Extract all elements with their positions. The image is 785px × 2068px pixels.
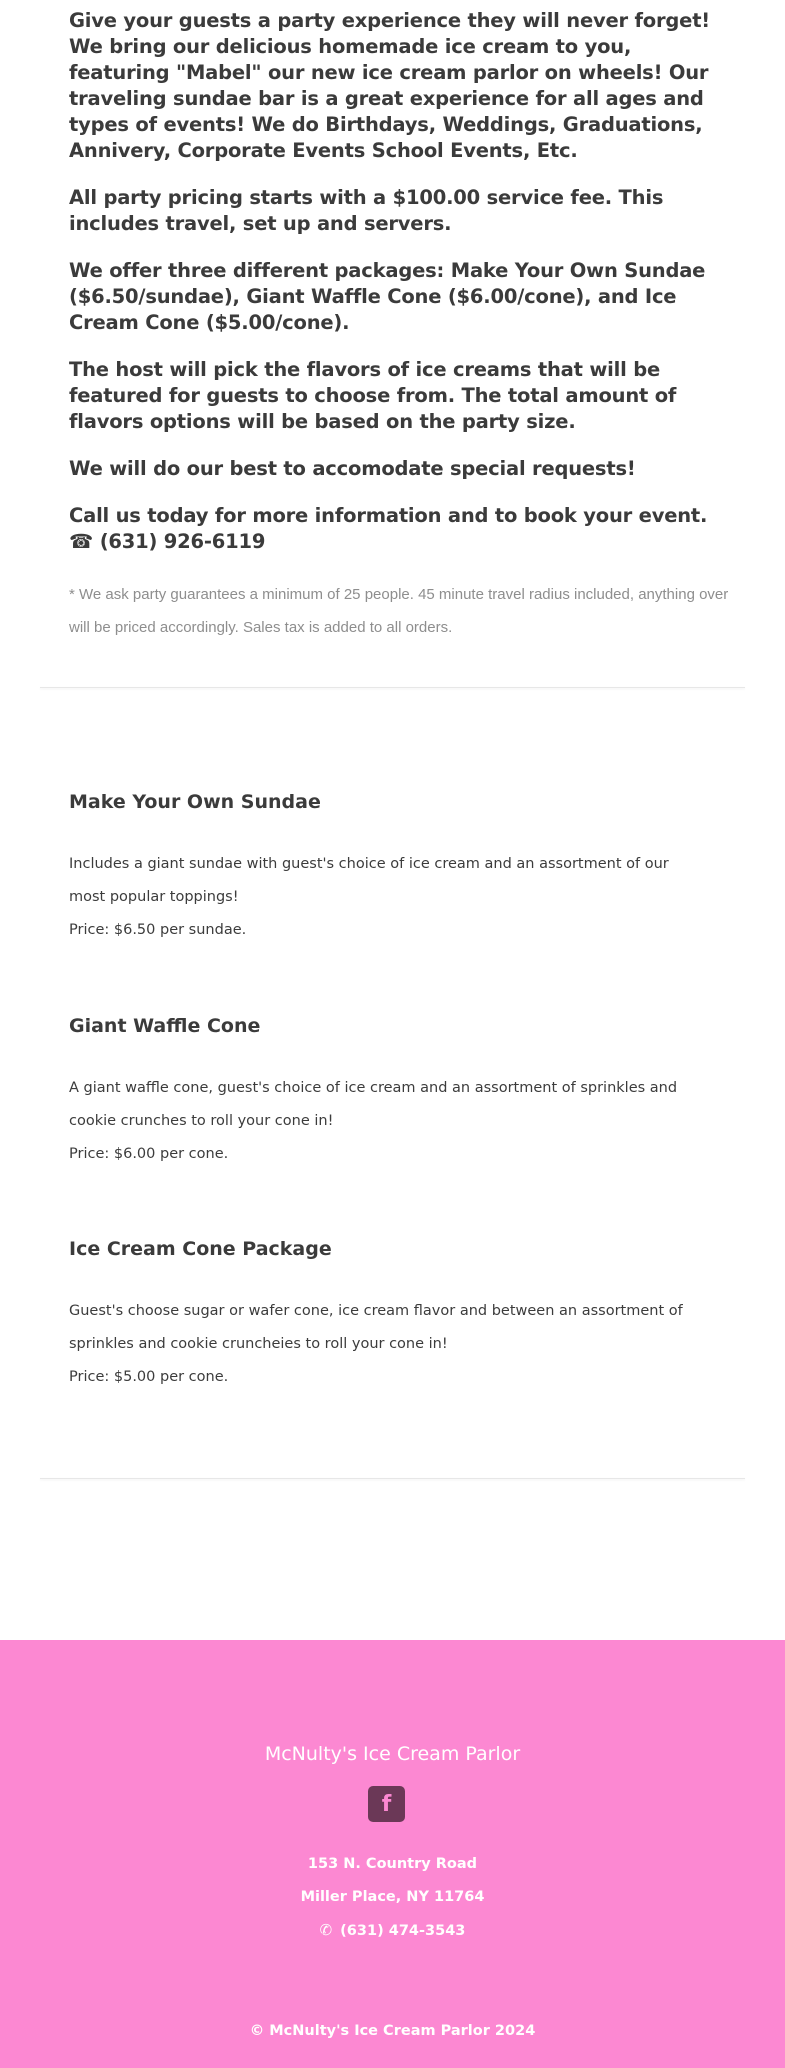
footer-address-line1: 153 N. Country Road	[307, 1856, 478, 1872]
intro-paragraph-4: The host will pick the flavors of ice creams that will be featured for guests to choose from. The total amount of flavors options will be based on the party size.	[69, 358, 677, 433]
telephone-icon: ☎	[69, 530, 94, 553]
intro-paragraph-3: We offer three different packages: Make Your Own Sundae ($6.50/sundae), Giant Waffle Cone ($6.00/cone), and Ice Cream Cone ($5.00/cone).	[69, 259, 706, 334]
package-description: Includes a giant sundae with guest's choice of ice cream and an assortment of our most popular toppings!	[69, 856, 669, 905]
intro-paragraph-2: All party pricing starts with a $100.00 service fee. This includes travel, set up and servers.	[69, 186, 664, 235]
intro-paragraph-6: Call us today for more information and to book your event.	[69, 504, 708, 527]
package-title: Ice Cream Cone Package	[69, 1238, 332, 1260]
package-price: Price: $5.00 per cone.	[69, 1369, 229, 1385]
package-waffle-cone	[69, 1013, 709, 1171]
footer-phone[interactable]	[0, 1914, 785, 1948]
footer-phone-number: (631) 474-3543	[340, 1923, 466, 1939]
section-divider	[40, 1478, 745, 1479]
fine-print: * We ask party guarantees a minimum of 25 people. 45 minute travel radius included, anything over will be priced accordingly. Sales tax is added to all orders.	[69, 586, 729, 636]
footer-business-name: McNulty's Ice Cream Parlor	[264, 1743, 521, 1765]
package-description: Guest's choose sugar or wafer cone, ice cream flavor and between an assortment of sprinkles and cookie cruncheies to roll your cone in!	[69, 1303, 683, 1352]
site-footer	[0, 1640, 785, 2068]
booking-phone[interactable]	[69, 529, 719, 555]
package-description: A giant waffle cone, guest's choice of ice cream and an assortment of sprinkles and cookie crunches to roll your cone in!	[69, 1080, 678, 1129]
package-ice-cream-cone	[69, 1236, 709, 1394]
package-price: Price: $6.50 per sundae.	[69, 922, 247, 938]
facebook-icon[interactable]: f	[368, 1786, 405, 1822]
intro-section	[69, 8, 719, 555]
phone-icon: ✆	[319, 1921, 333, 1939]
package-sundae	[69, 789, 709, 947]
booking-phone-number: (631) 926-6119	[99, 530, 266, 553]
footer-copyright: © McNulty's Ice Cream Parlor 2024	[249, 2023, 536, 2039]
intro-paragraph-1: Give your guests a party experience they will never forget! We bring our delicious homemade ice cream to you, featuring "Mabel" our new ice cream parlor on wheels! Our traveling sundae bar is a great experience for all ages and types of events! We do Birthdays, Weddings, Graduations, Annivery, Corporate Events School Events, Etc.	[69, 9, 711, 162]
intro-paragraph-5: We will do our best to accomodate special requests!	[69, 457, 636, 480]
footer-address-line2: Miller Place, NY 11764	[300, 1889, 485, 1905]
package-title: Giant Waffle Cone	[69, 1015, 261, 1037]
section-divider	[40, 687, 745, 688]
package-price: Price: $6.00 per cone.	[69, 1146, 229, 1162]
package-title: Make Your Own Sundae	[69, 791, 321, 813]
